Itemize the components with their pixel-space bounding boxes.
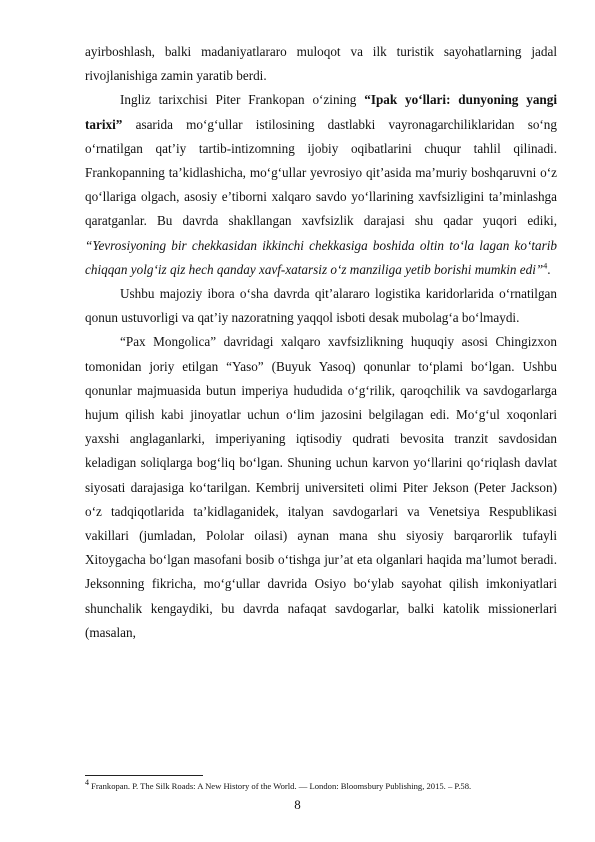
book-title: “Ipak yo‘llari: dunyoning yangi tarixi”	[85, 92, 558, 132]
paragraph-3: Ushbu majoziy ibora o‘sha davrda qit’alararo logistika karidorlarida o‘rnatilgan qonun ustuvorligi va qat’iy nazoratning yaqqol isboti desak mubolag‘a bo‘lmaydi.	[85, 286, 557, 326]
page-number: 8	[294, 797, 301, 812]
footnote-number: 4	[85, 778, 89, 788]
paragraph-4: “Pax Mongolica” davridagi xalqaro xavfsizlikning huquqiy asosi Chingizxon tomonidan joriy etilgan “Yaso” (Buyuk Yasoq) qonunlar to‘plami bo‘lgan. Ushbu qonunlar majmuasida butun imperiya hududida o‘g‘rilik, qaroqchilik va savdogarlarga hujum qilish kabi jinoyatlar uchun o‘lim jazosini belgilagan edi. Mo‘g‘ul xoqonlari yaxshi anglaganlarki, imperiyaning iqtisodiy qudrati bevosita tranzit savdosidan keladigan soliqlarga bog‘liq bo‘lgan. Shuning uchun karvon yo‘llarini qo‘riqlash davlat siyosati darajasiga ko‘tarilgan. Kembrij universiteti olimi Piter Jekson (Peter Jackson) o‘z tadqiqotlarida ta’kidlaganidek, italyan savdogarlari va Venetsiya Respublikasi vakillari (jumladan, Pololar oilasi) aynan mana shu siyosiy barqarorlik tufayli Xitoygacha bo‘lgan masofani bosib o‘tishga jur’at eta olganlari haqida ma’lumot beradi. Jeksonning fikricha, mo‘g‘ullar davrida Osiyo bo‘ylab sayohat qilish imkoniyatlari shunchalik kengaydiki, bu davrda nafaqat savdogarlar, balki katolik missionerlari (masalan,	[85, 334, 557, 640]
footnote-divider	[85, 775, 203, 776]
paragraph-2-end: .	[547, 261, 551, 277]
footnote-text: Frankopan. P. The Silk Roads: A New History of the World. — London: Bloomsbury Publishing, 2015. – P.58.	[89, 781, 472, 791]
paragraph-2	[85, 88, 557, 282]
footnote	[85, 778, 557, 792]
quote: “Yevrosiyoning bir chekkasidan ikkinchi chekkasiga boshida oltin to‘la lagan ko‘tarib chiqqan yolg‘iz qiz hech qanday xavf-xatarsiz o‘z manziliga yetib borishi mumkin edi”	[85, 237, 557, 277]
paragraph-2-body: asarida mo‘g‘ullar istilosining dastlabki vayronagarchiliklaridan so‘ng o‘rnatilgan qat’iy tartib-intizomning ijobiy oqibatlarini chuqur tahlil qilinadi. Frankopanning ta’kidlashicha, mo‘g‘ullar yevrosiyo qit’asida ma’muriy boshqaruvni o‘z qo‘llariga olgach, asosiy e’tiborni xalqaro savdo yo‘llarining xavfsizligini ta’minlashga qaratganlar. Bu davrda shakllangan xavfsizlik darajasi shu qadar yuqori ediki,	[85, 116, 557, 229]
paragraph-1: ayirboshlash, balki madaniyatlararo muloqot va ilk turistik sayohatlarning jadal rivojlanishiga zamin yaratib berdi.	[85, 44, 557, 84]
footnote-ref[interactable]: 4	[543, 261, 548, 271]
document-body	[85, 40, 557, 645]
paragraph-2-intro: Ingliz tarixchisi Piter Frankopan o‘zining	[120, 92, 365, 108]
